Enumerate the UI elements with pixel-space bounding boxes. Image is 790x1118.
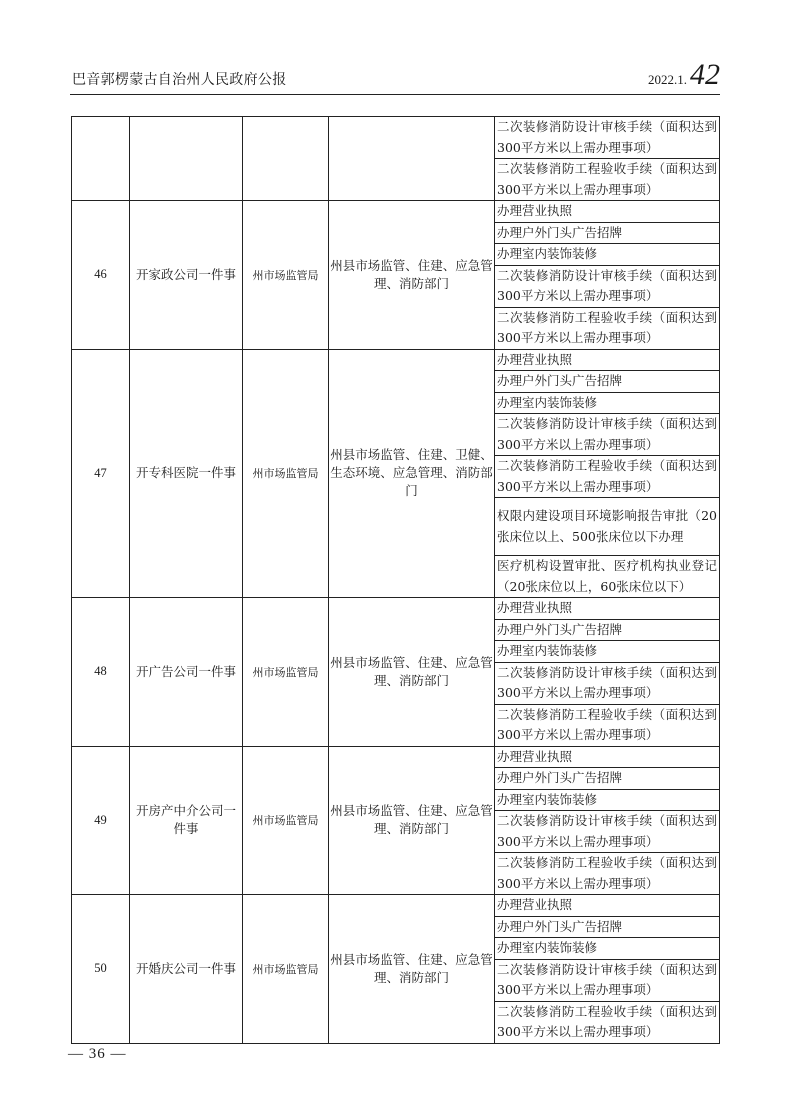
- lead-department-cell: 州市场监管局: [243, 598, 329, 747]
- matter-name-cell: 开广告公司一件事: [130, 598, 243, 747]
- cooperating-departments-cell: [329, 117, 495, 201]
- issue-label: [648, 58, 720, 92]
- sub-item-cell: 办理营业执照: [495, 201, 720, 223]
- lead-department-cell: 州市场监管局: [243, 201, 329, 350]
- sub-item-cell: 二次装修消防工程验收手续（面积达到300平方米以上需办理事项）: [495, 159, 720, 201]
- sub-item-cell: 二次装修消防设计审核手续（面积达到300平方米以上需办理事项）: [495, 662, 720, 704]
- sub-item-cell: 医疗机构设置审批、医疗机构执业登记（20张床位以上，60张床位以下）: [495, 556, 720, 598]
- sub-item-cell: 办理户外门头广告招牌: [495, 768, 720, 790]
- sub-item-cell: 办理室内装饰装修: [495, 641, 720, 663]
- sub-item-cell: 权限内建设项目环境影响报告审批（20张床位以上、500张床位以下办理: [495, 498, 720, 556]
- serial-number-cell: 48: [72, 598, 130, 747]
- cooperating-departments-cell: 州县市场监管、住建、应急管理、消防部门: [329, 598, 495, 747]
- cooperating-departments-cell: 州县市场监管、住建、应急管理、消防部门: [329, 201, 495, 350]
- sub-item-cell: 二次装修消防工程验收手续（面积达到300平方米以上需办理事项）: [495, 704, 720, 746]
- matter-name-cell: [130, 117, 243, 201]
- table-row: [72, 895, 720, 917]
- sub-item-cell: 二次装修消防工程验收手续（面积达到300平方米以上需办理事项）: [495, 853, 720, 895]
- table-row: [72, 201, 720, 223]
- sub-item-cell: 二次装修消防设计审核手续（面积达到300平方米以上需办理事项）: [495, 265, 720, 307]
- journal-title: 巴音郭楞蒙古自治州人民政府公报: [72, 72, 287, 88]
- sub-item-cell: 二次装修消防设计审核手续（面积达到300平方米以上需办理事项）: [495, 414, 720, 456]
- issue-year: 2022.1.: [648, 72, 687, 87]
- sub-item-cell: 办理营业执照: [495, 746, 720, 768]
- sub-item-cell: 办理户外门头广告招牌: [495, 916, 720, 938]
- cooperating-departments-cell: 州县市场监管、住建、应急管理、消防部门: [329, 746, 495, 895]
- sub-item-cell: 办理室内装饰装修: [495, 789, 720, 811]
- table-row: [72, 117, 720, 159]
- sub-item-cell: 办理营业执照: [495, 895, 720, 917]
- matter-name-cell: 开家政公司一件事: [130, 201, 243, 350]
- sub-item-cell: 办理户外门头广告招牌: [495, 222, 720, 244]
- matters-table-body: [72, 117, 720, 1044]
- sub-item-cell: 办理营业执照: [495, 598, 720, 620]
- page-header: [70, 52, 720, 95]
- sub-item-cell: 办理室内装饰装修: [495, 244, 720, 266]
- sub-item-cell: 二次装修消防设计审核手续（面积达到300平方米以上需办理事项）: [495, 117, 720, 159]
- serial-number-cell: [72, 117, 130, 201]
- serial-number-cell: 49: [72, 746, 130, 895]
- lead-department-cell: 州市场监管局: [243, 746, 329, 895]
- table-row: [72, 349, 720, 371]
- serial-number-cell: 50: [72, 895, 130, 1044]
- sub-item-cell: 办理室内装饰装修: [495, 392, 720, 414]
- sub-item-cell: 办理营业执照: [495, 349, 720, 371]
- table-row: [72, 598, 720, 620]
- serial-number-cell: 46: [72, 201, 130, 350]
- table-row: [72, 746, 720, 768]
- matter-name-cell: 开婚庆公司一件事: [130, 895, 243, 1044]
- matter-name-cell: 开专科医院一件事: [130, 349, 243, 598]
- issue-number: 42: [690, 58, 720, 91]
- sub-item-cell: 办理室内装饰装修: [495, 938, 720, 960]
- lead-department-cell: [243, 117, 329, 201]
- sub-item-cell: 办理户外门头广告招牌: [495, 619, 720, 641]
- sub-item-cell: 二次装修消防设计审核手续（面积达到300平方米以上需办理事项）: [495, 959, 720, 1001]
- page-number: — 36 —: [68, 1046, 127, 1062]
- lead-department-cell: 州市场监管局: [243, 895, 329, 1044]
- matters-table: [71, 116, 720, 1044]
- matter-name-cell: 开房产中介公司一件事: [130, 746, 243, 895]
- sub-item-cell: 二次装修消防工程验收手续（面积达到300平方米以上需办理事项）: [495, 307, 720, 349]
- lead-department-cell: 州市场监管局: [243, 349, 329, 598]
- sub-item-cell: 二次装修消防设计审核手续（面积达到300平方米以上需办理事项）: [495, 811, 720, 853]
- cooperating-departments-cell: 州县市场监管、住建、卫健、生态环境、应急管理、消防部门: [329, 349, 495, 598]
- sub-item-cell: 二次装修消防工程验收手续（面积达到300平方米以上需办理事项）: [495, 1001, 720, 1043]
- sub-item-cell: 办理户外门头广告招牌: [495, 371, 720, 393]
- cooperating-departments-cell: 州县市场监管、住建、应急管理、消防部门: [329, 895, 495, 1044]
- serial-number-cell: 47: [72, 349, 130, 598]
- sub-item-cell: 二次装修消防工程验收手续（面积达到300平方米以上需办理事项）: [495, 456, 720, 498]
